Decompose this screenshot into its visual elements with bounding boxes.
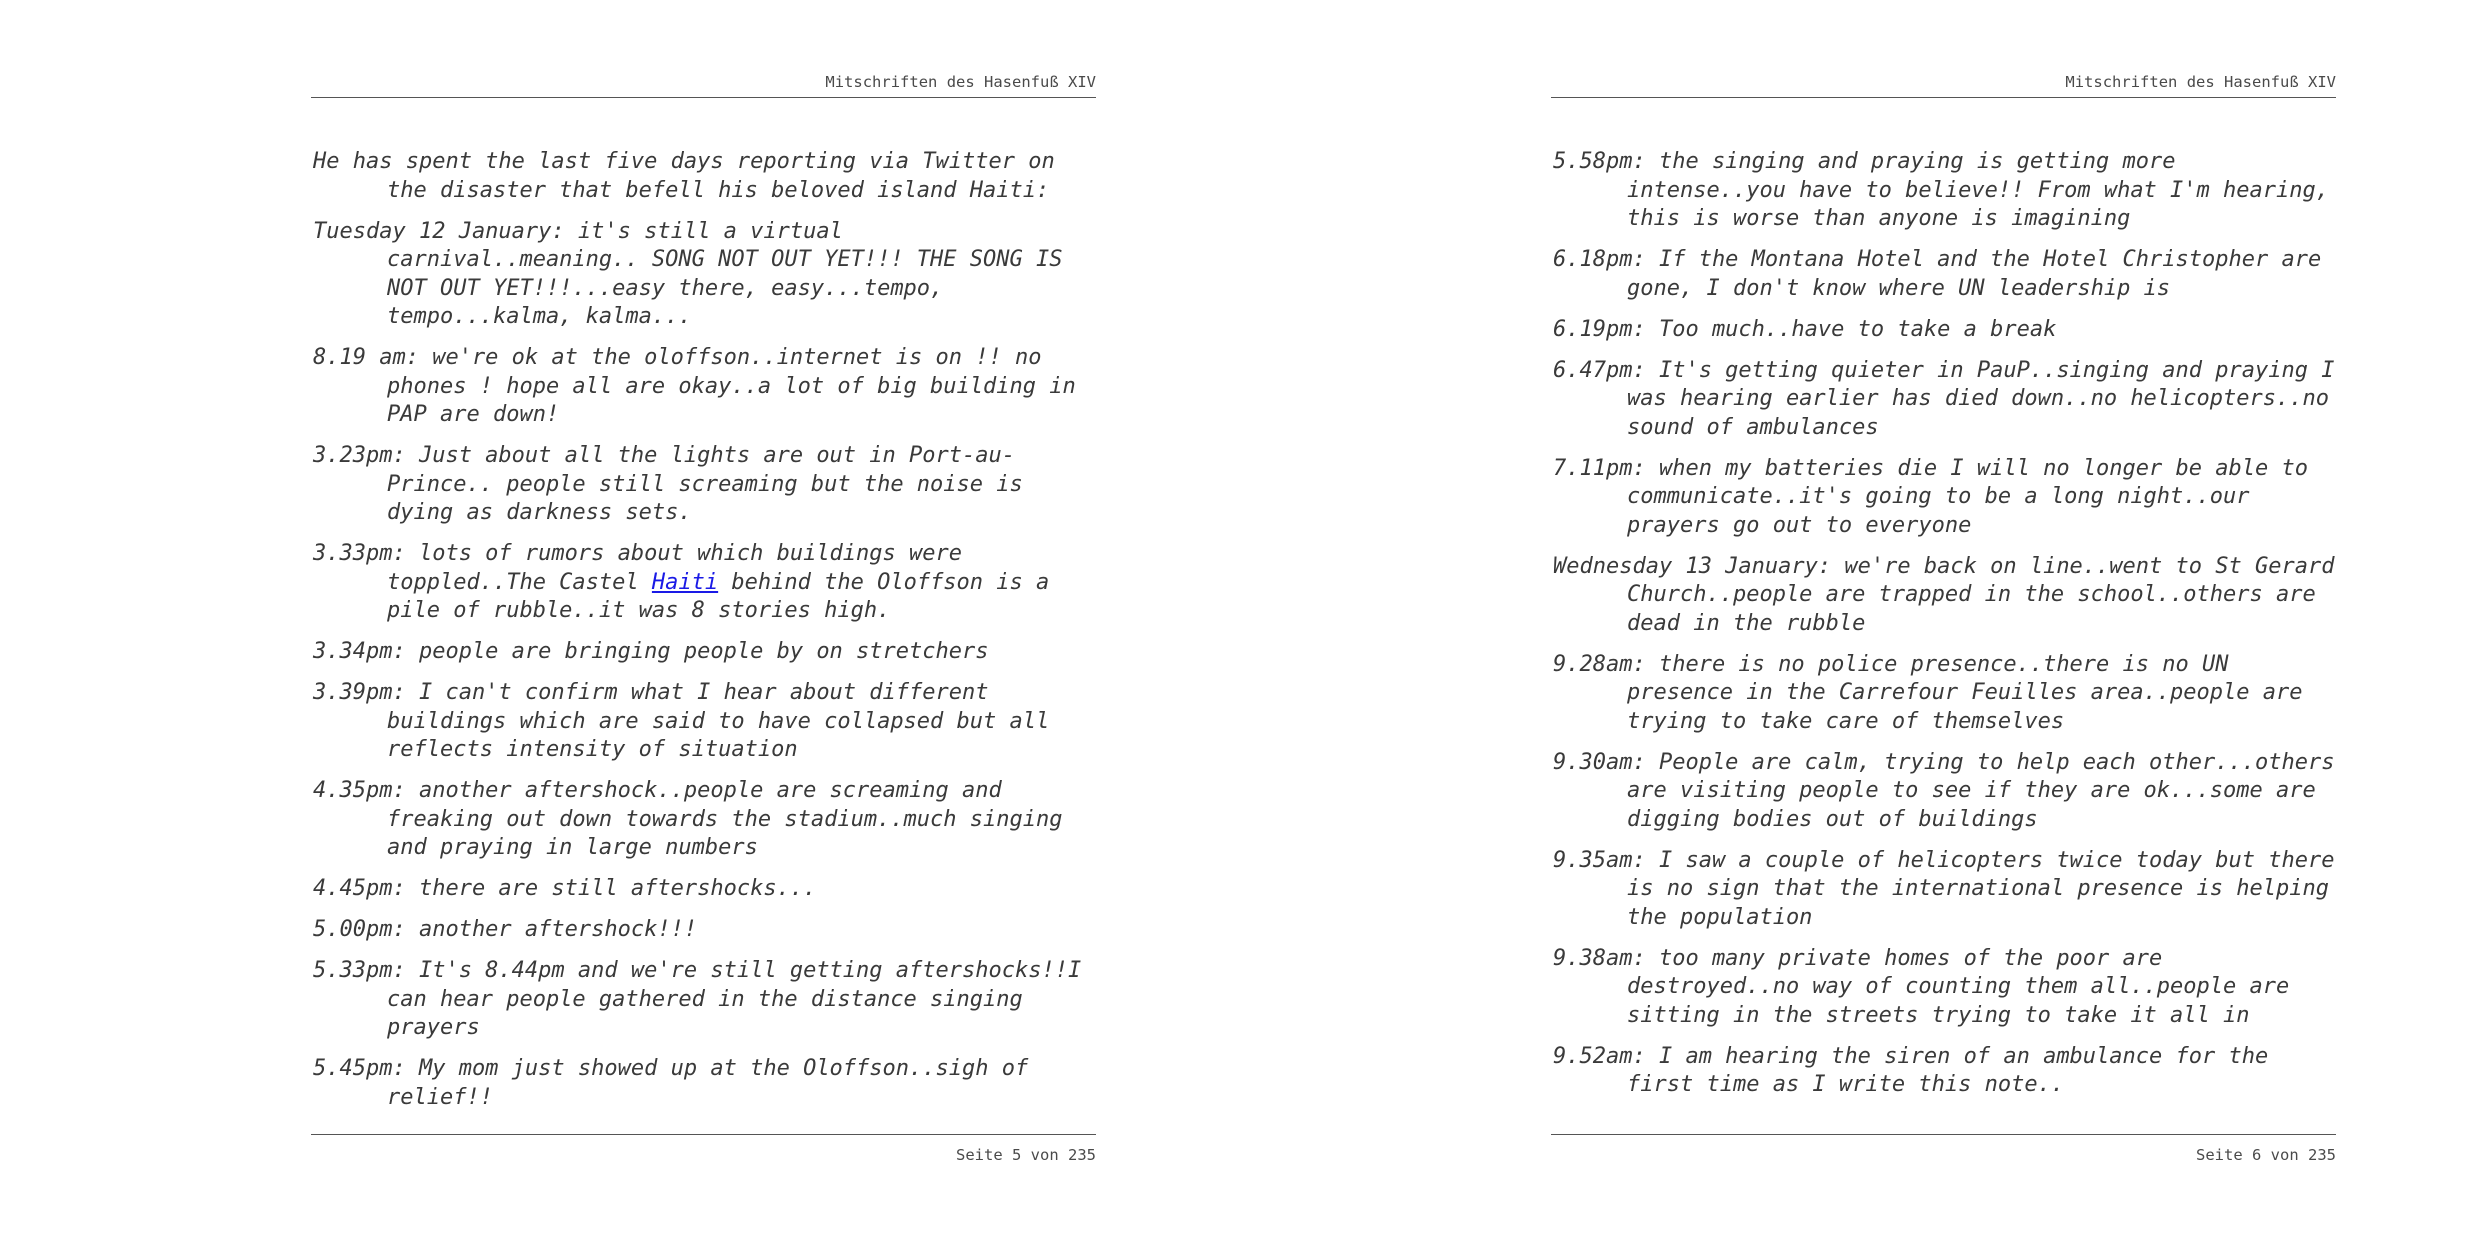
footer-rule <box>1551 1134 2336 1135</box>
entry-339pm: 3.39pm: I can't confirm what I hear about different buildings which are said to have collapsed but all reflects intensity of situation <box>313 680 1050 762</box>
entry-list <box>1553 148 2338 1112</box>
entry-928am: 9.28am: there is no police presence..there is no UN presence in the Carrefour Feuilles area..people are trying to take care of themselves <box>1553 651 2303 734</box>
entry-938am: 9.38am: too many private homes of the poor are destroyed..no way of counting them all..people are sitting in the streets trying to take it all in <box>1553 945 2290 1028</box>
entry-list <box>313 148 1098 1125</box>
entry-wednesday-13-january: Wednesday 13 January: we're back on line..went to St Gerard Church..people are trapped in the school..others are dead in the rubble <box>1553 553 2335 636</box>
entry-333pm <box>313 540 1098 626</box>
entry-445pm: 4.45pm: there are still aftershocks... <box>313 876 817 901</box>
entry-819am: 8.19 am: we're ok at the oloffson..internet is on !! no phones ! hope all are okay..a lot of big building in PAP are down! <box>313 345 1076 427</box>
entry-323pm: 3.23pm: Just about all the lights are out in Port-au-Prince.. people still screaming but the noise is dying as darkness sets. <box>313 443 1023 525</box>
entry-intro: He has spent the last five days reporting via Twitter on the disaster that befell his beloved island Haiti: <box>313 149 1055 203</box>
header-rule <box>1551 97 2336 98</box>
entry-935am: 9.35am: I saw a couple of helicopters twice today but there is no sign that the international presence is helping the population <box>1553 847 2335 930</box>
entry-text-before-link: 3.33pm: lots of rumors about which buildings were toppled..The Castel <box>313 541 963 595</box>
entry-558pm: 5.58pm: the singing and praying is getting more intense..you have to believe!! From what I'm hearing, this is worse than anyone is imagining <box>1553 149 2329 231</box>
entry-500pm: 5.00pm: another aftershock!!! <box>313 917 698 942</box>
footer-rule <box>311 1134 1096 1135</box>
right-page <box>1551 0 2336 1240</box>
header-rule <box>311 97 1096 98</box>
haiti-link[interactable]: Haiti <box>651 569 719 595</box>
page-number: Seite 5 von 235 <box>956 1146 1096 1164</box>
entry-545pm: 5.45pm: My mom just showed up at the Oloffson..sigh of relief!! <box>313 1056 1029 1110</box>
entry-619pm: 6.19pm: Too much..have to take a break <box>1553 316 2057 342</box>
entry-952am: 9.52am: I am hearing the siren of an ambulance for the first time as I write this note.. <box>1553 1043 2269 1097</box>
entry-930am: 9.30am: People are calm, trying to help each other...others are visiting people to see if they are ok...some are digging bodies out of buildings <box>1553 749 2335 832</box>
entry-435pm: 4.35pm: another aftershock..people are screaming and freaking out down towards the stadium..much singing and praying in large numbers <box>313 778 1063 860</box>
entry-text-after-link: behind the Oloffson is a pile of rubble..it was 8 stories high. <box>387 569 1050 623</box>
entry-711pm: 7.11pm: when my batteries die I will no longer be able to communicate..it's going to be a long night..our prayers go out to everyone <box>1553 455 2308 538</box>
entry-618pm: 6.18pm: If the Montana Hotel and the Hotel Christopher are gone, I don't know where UN leadership is <box>1553 247 2322 301</box>
entry-647pm: 6.47pm: It's getting quieter in PauP..singing and praying I was hearing earlier has died down..no helicopters..no sound of ambulances <box>1553 357 2335 440</box>
running-header: Mitschriften des Hasenfuß XIV <box>2065 73 2336 91</box>
running-header: Mitschriften des Hasenfuß XIV <box>825 73 1096 91</box>
entry-533pm: 5.33pm: It's 8.44pm and we're still getting aftershocks!!I can hear people gathered in the distance singing prayers <box>313 958 1082 1040</box>
left-page <box>311 0 1096 1240</box>
entry-tuesday-12-january: Tuesday 12 January: it's still a virtual carnival..meaning.. SONG NOT OUT YET!!! THE SONG IS NOT OUT YET!!!...easy there, easy...tempo, tempo...kalma, kalma... <box>313 218 1063 329</box>
page-number: Seite 6 von 235 <box>2196 1146 2336 1164</box>
entry-334pm: 3.34pm: people are bringing people by on stretchers <box>313 639 989 664</box>
